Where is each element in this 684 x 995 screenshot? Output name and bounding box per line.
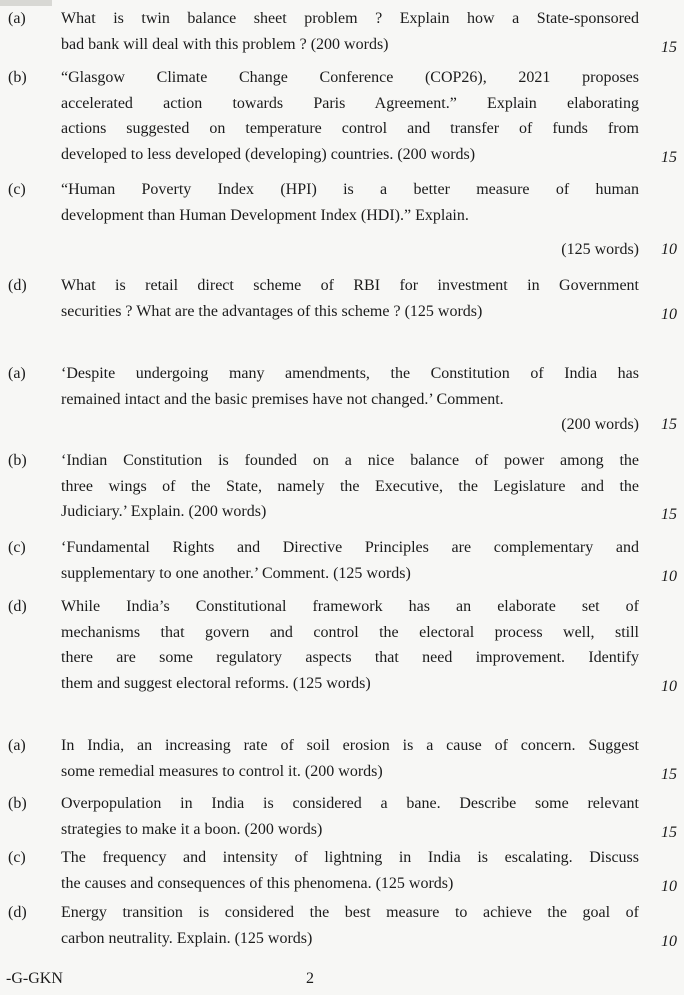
marks-value: 15 [661,416,677,433]
question-text [61,594,639,696]
question-text [61,791,639,842]
question-line: In India, an increasing rate of soil erosion is a cause of concern. Suggest [61,737,639,754]
question-text [61,900,639,951]
question-line: some remedial measures to control it. (200 words) [61,762,383,780]
question-text [61,65,639,167]
question-line: Judiciary.’ Explain. (200 words) [61,503,267,520]
question-line: ‘Despite undergoing many amendments, the Constitution of India has [61,365,639,382]
question-line: there are some regulatory aspects that need improvement. Identify [61,649,639,666]
question-label: (a) [8,365,26,382]
question-line: bad bank will deal with this problem ? (200 words) [61,35,389,53]
marks-value: 15 [661,506,677,523]
question-text [61,273,639,324]
question-line: Energy transition is considered the best measure to achieve the goal of [61,904,639,921]
marks-value: 10 [661,305,677,323]
question-text [61,733,639,784]
word-limit-note: (200 words) [561,416,639,433]
question-label: (c) [8,181,26,198]
question-line: supplementary to one another.’ Comment. (125 words) [61,564,411,582]
question-line: strategies to make it a boon. (200 words) [61,820,323,838]
question-line: the causes and consequences of this phenomena. (125 words) [61,874,454,892]
question-line: them and suggest electoral reforms. (125 words) [61,674,371,692]
marks-value: 10 [661,567,677,585]
marks-value: 10 [661,932,677,950]
question-label: (b) [8,69,27,86]
question-line: What is retail direct scheme of RBI for investment in Government [61,277,639,294]
question-label: (b) [8,452,27,469]
marks-value: 15 [661,823,677,841]
question-text [61,535,639,586]
question-line: three wings of the State, namely the Executive, the Legislature and the [61,477,639,495]
question-line: Overpopulation in India is considered a bane. Describe some relevant [61,795,639,812]
question-text [61,361,639,438]
question-text [61,845,639,896]
question-label: (b) [8,795,27,812]
question-line: What is twin balance sheet problem ? Explain how a State-sponsored [61,10,639,27]
question-label: (a) [8,737,26,754]
question-label: (c) [8,849,26,866]
question-line: actions suggested on temperature control and transfer of funds from [61,120,639,137]
question-line: carbon neutrality. Explain. (125 words) [61,929,313,947]
question-label: (d) [8,598,27,615]
marks-value: 15 [661,148,677,166]
question-line: developed to less developed (developing) countries. (200 words) [61,145,476,163]
question-line: “Human Poverty Index (HPI) is a better measure of human [61,181,639,198]
question-text [61,177,639,263]
question-line: The frequency and intensity of lightning in India is escalating. Discuss [61,849,639,866]
question-line: accelerated action towards Paris Agreement.” Explain elaborating [61,94,639,112]
marks-value: 15 [661,765,677,783]
question-line: ‘Indian Constitution is founded on a nice balance of power among the [61,452,639,469]
question-text [61,6,639,57]
marks-value: 10 [661,241,677,258]
footer-page-number: 2 [306,970,314,987]
question-text [61,448,639,525]
word-limit-note: (125 words) [561,241,639,258]
marks-value: 10 [661,677,677,695]
question-line: “Glasgow Climate Change Conference (COP26), 2021 proposes [61,69,639,86]
question-label: (d) [8,277,27,294]
question-line: development than Human Development Index (HDI).” Explain. [61,206,469,224]
question-line: ‘Fundamental Rights and Directive Principles are complementary and [61,539,639,556]
question-label: (a) [8,10,26,27]
question-line: remained intact and the basic premises have not changed.’ Comment. [61,390,504,408]
question-line: While India’s Constitutional framework has an elaborate set of [61,598,639,615]
question-line: mechanisms that govern and control the electoral process well, still [61,623,639,641]
question-line: securities ? What are the advantages of this scheme ? (125 words) [61,302,483,320]
question-label: (c) [8,539,26,556]
footer-paper-code: -G-GKN [6,970,63,987]
marks-value: 15 [661,38,677,56]
question-label: (d) [8,904,27,921]
marks-value: 10 [661,877,677,895]
